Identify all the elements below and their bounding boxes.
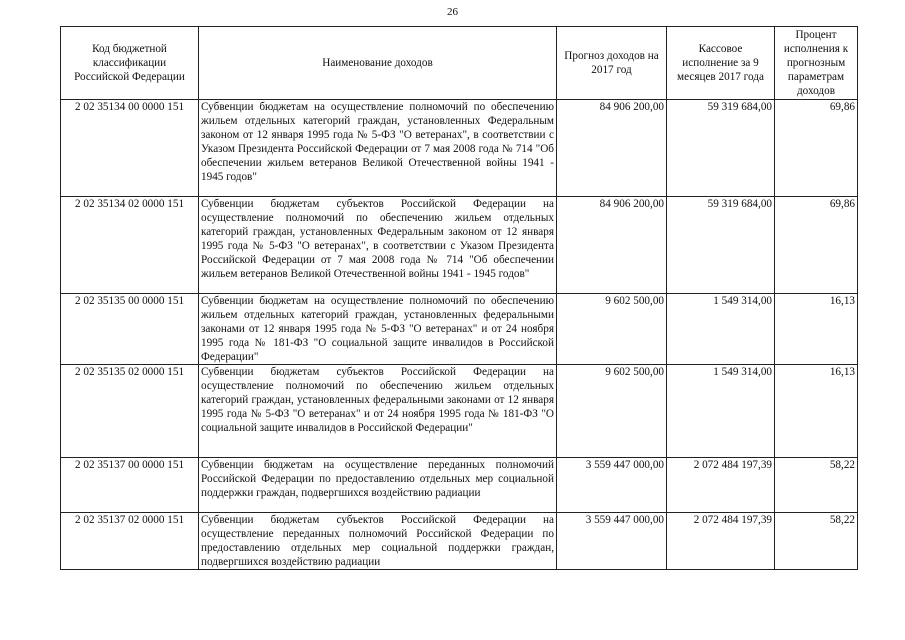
row-forecast: 3 559 447 000,00 <box>557 458 667 513</box>
row-forecast: 84 906 200,00 <box>557 197 667 294</box>
row-code: 2 02 35135 00 0000 151 <box>61 294 199 365</box>
row-actual: 1 549 314,00 <box>667 365 775 458</box>
header-forecast: Прогноз доходов на 2017 год <box>557 27 667 100</box>
row-percent: 69,86 <box>775 100 858 197</box>
row-percent: 16,13 <box>775 294 858 365</box>
row-forecast: 9 602 500,00 <box>557 294 667 365</box>
header-code: Код бюджетной классификации Российской Федерации <box>61 27 199 100</box>
header-name: Наименование доходов <box>199 27 557 100</box>
row-code: 2 02 35135 02 0000 151 <box>61 365 199 458</box>
table-row <box>61 458 858 513</box>
page-number: 26 <box>447 6 458 18</box>
table-row <box>61 513 858 570</box>
row-code: 2 02 35134 02 0000 151 <box>61 197 199 294</box>
row-name: Субвенции бюджетам субъектов Российской Федерации на осуществление переданных полномочий Российской Федерации по предоставлению отдельных мер социальной поддержки граждан, подвергшихся воздействию радиации <box>199 513 557 570</box>
row-percent: 16,13 <box>775 365 858 458</box>
row-actual: 2 072 484 197,39 <box>667 513 775 570</box>
row-code: 2 02 35134 00 0000 151 <box>61 100 199 197</box>
row-percent: 58,22 <box>775 458 858 513</box>
row-name: Субвенции бюджетам субъектов Российской Федерации на осуществление полномочий по обеспечению жильем отдельных категорий граждан, установленных Федеральным законом от 12 января 1995 года № 5-ФЗ "О ветеранах", в соответствии с Указом Президента Российской Федерации от 7 мая 2008 года № 714 "Об обеспечении жильем ветеранов Великой Отечественной войны 1941 - 1945 годов" <box>199 197 557 294</box>
table-row <box>61 365 858 458</box>
row-name: Субвенции бюджетам субъектов Российской Федерации на осуществление полномочий по обеспечению жильем отдельных категорий граждан, установленных федеральными законами от 12 января 1995 года № 5-ФЗ "О ветеранах" и от 24 ноября 1995 года № 181-ФЗ "О социальной защите инвалидов в Российской Федерации" <box>199 365 557 458</box>
row-code: 2 02 35137 02 0000 151 <box>61 513 199 570</box>
row-code: 2 02 35137 00 0000 151 <box>61 458 199 513</box>
row-actual: 59 319 684,00 <box>667 197 775 294</box>
row-forecast: 3 559 447 000,00 <box>557 513 667 570</box>
row-percent: 58,22 <box>775 513 858 570</box>
header-actual: Кассовое исполнение за 9 месяцев 2017 года <box>667 27 775 100</box>
row-name: Субвенции бюджетам на осуществление полномочий по обеспечению жильем отдельных категорий граждан, установленных Федеральным законом от 12 января 1995 года № 5-ФЗ "О ветеранах", в соответствии с Указом Президента Российской Федерации от 7 мая 2008 года № 714 "Об обеспечении жильем ветеранов Великой Отечественной войны 1941 - 1945 годов" <box>199 100 557 197</box>
row-actual: 59 319 684,00 <box>667 100 775 197</box>
row-name: Субвенции бюджетам на осуществление полномочий по обеспечению жильем отдельных категорий граждан, установленных федеральными законами от 12 января 1995 года № 5-ФЗ "О ветеранах" и от 24 ноября 1995 года № 181-ФЗ "О социальной защите инвалидов в Российской Федерации" <box>199 294 557 365</box>
row-percent: 69,86 <box>775 197 858 294</box>
table-row <box>61 100 858 197</box>
table-header-row <box>61 27 858 100</box>
row-forecast: 9 602 500,00 <box>557 365 667 458</box>
row-actual: 1 549 314,00 <box>667 294 775 365</box>
row-actual: 2 072 484 197,39 <box>667 458 775 513</box>
revenue-table <box>60 26 858 570</box>
row-name: Субвенции бюджетам на осуществление переданных полномочий Российской Федерации по предоставлению отдельных мер социальной поддержки граждан, подвергшихся воздействию радиации <box>199 458 557 513</box>
row-forecast: 84 906 200,00 <box>557 100 667 197</box>
header-percent: Процент исполнения к прогнозным параметрам доходов <box>775 27 858 100</box>
table-row <box>61 197 858 294</box>
table-row <box>61 294 858 365</box>
